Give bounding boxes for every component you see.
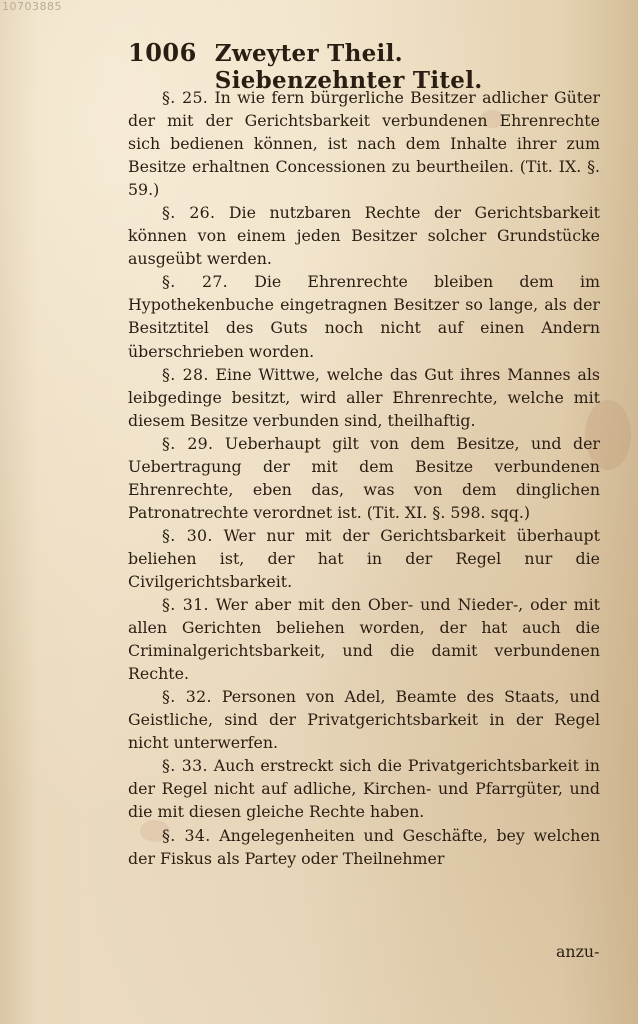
- paragraph-25: [128, 86, 600, 201]
- paragraph-text: Die nutzbaren Rechte der Gerichtsbarkeit können von einem jeden Besitzer solcher Grundstücke ausgeübt werden.: [128, 203, 600, 269]
- paragraph-33: [128, 754, 600, 823]
- paragraph-text: Personen von Adel, Beamte des Staats, und Geistliche, sind der Privatgerichtsbarkeit in der Regel nicht unterwerfen.: [128, 687, 601, 753]
- section-number: §. 30.: [162, 525, 213, 545]
- section-number: §. 34.: [162, 825, 211, 845]
- section-number: §. 32.: [162, 687, 212, 707]
- paragraph-text: Angelegenheiten und Geschäfte, bey welchen der Fiskus als Partey oder Theilnehmer: [128, 825, 600, 868]
- paragraph-text: In wie fern bürgerliche Besitzer adlicher Güter der mit der Gerichtsbarkeit verbundenen Ehrenrechte sich bedienen können, ist nach dem Inhalte ihrer zum Besitze erhaltnen Concessionen zu beurtheilen. (Tit. IX. §. 59.): [128, 88, 600, 200]
- paragraph-text: Wer aber mit den Ober- und Nieder-, oder mit allen Gerichten beliehen worden, der hat auch die Criminalgerichtsbarkeit, und die damit verbundenen Rechte.: [128, 595, 600, 684]
- paragraph-text: Wer nur mit der Gerichtsbarkeit überhaupt beliehen ist, der hat in der Regel nur die Civilgerichtsbarkeit.: [128, 525, 600, 591]
- running-title: Zweyter Theil. Siebenzehnter Titel.: [214, 40, 483, 94]
- paragraph-text: Ueberhaupt gilt von dem Besitze, und der Uebertragung der mit dem Besitze verbundenen Ehrenrechte, eben das, was von dem dinglichen Patronatrechte verordnet ist. (Tit. XI. §. 598. sqq.): [128, 433, 600, 522]
- paragraph-28: [128, 363, 600, 432]
- paragraph-text: Eine Wittwe, welche das Gut ihres Mannes als leibgedinge besitzt, wird aller Ehrenrechte, welche mit diesem Besitze verbunden sind, theilhaftig.: [128, 364, 600, 430]
- paragraph-30: [128, 524, 600, 593]
- section-number: §. 31.: [162, 595, 209, 615]
- catchword: anzu-: [556, 942, 600, 961]
- scan-id-stamp: 10703885: [2, 0, 62, 13]
- section-number: §. 28.: [162, 364, 209, 384]
- paragraph-27: [128, 270, 600, 362]
- page-number: 1006: [128, 38, 197, 67]
- page-header: [128, 38, 588, 94]
- paragraph-text: Auch erstreckt sich die Privatgerichtsbarkeit in der Regel nicht auf adliche, Kirchen- und Pfarrgüter, und die mit diesen gleiche Rechte haben.: [128, 756, 600, 822]
- paragraph-26: [128, 201, 600, 270]
- section-number: §. 27.: [162, 272, 229, 292]
- paragraph-29: [128, 432, 600, 524]
- section-number: §. 26.: [162, 203, 216, 223]
- paragraph-text: Die Ehrenrechte bleiben dem im Hypothekenbuche eingetragnen Besitzer so lange, als der Besitztitel des Guts noch nicht auf einen Andern überschrieben worden.: [128, 272, 600, 361]
- paragraph-31: [128, 593, 600, 685]
- section-number: §. 33.: [162, 756, 208, 776]
- section-number: §. 25.: [162, 88, 209, 107]
- page-body: [128, 86, 600, 870]
- section-number: §. 29.: [162, 433, 214, 453]
- paragraph-34: [128, 824, 600, 870]
- paragraph-32: [128, 685, 600, 754]
